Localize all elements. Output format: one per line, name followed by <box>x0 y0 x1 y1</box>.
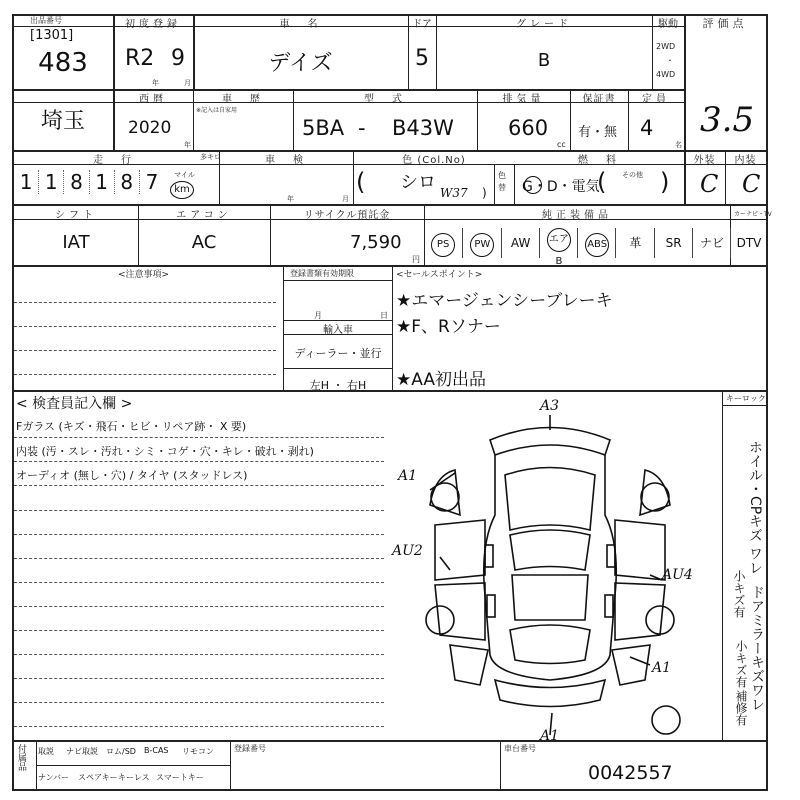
color-label: 色 (Col.No) <box>402 155 466 166</box>
shaken-label: 車 検 <box>265 155 307 166</box>
fuel-other: その他 <box>622 171 643 179</box>
frame-number-label: 車台番号 <box>504 744 536 753</box>
regdoc-label: 登録書類有効期限 <box>290 269 354 278</box>
lot-label: 出品番号 <box>30 16 62 25</box>
month-unit: 月 <box>184 79 191 87</box>
color-value: シロ <box>400 172 436 193</box>
equipment-item <box>424 228 462 258</box>
mileage-digit: 1 <box>14 170 39 194</box>
region: 埼玉 <box>40 109 85 134</box>
exterior-label: 外装 <box>693 155 716 166</box>
model-dash: - <box>358 116 366 140</box>
ac-value: AC <box>191 232 217 253</box>
accessory-item: ナンバー <box>38 773 70 782</box>
wheel-note: ホイル・CPキズ ワレ <box>747 440 763 575</box>
sales-point-label: <セールスポイント> <box>396 270 483 280</box>
shaken-month-unit: 月 <box>342 195 349 203</box>
accessories-row2 <box>38 772 230 783</box>
era-year: R2 <box>125 46 155 71</box>
door-count: 5 <box>415 46 429 71</box>
inspector-line: Fガラス (キズ・飛石・ヒビ・リペア跡・ X 要) <box>16 420 247 433</box>
equipment-item <box>539 228 578 267</box>
year-unit: 年 <box>152 79 159 87</box>
shift-value: IAT <box>62 232 90 253</box>
unit-km: km <box>170 181 194 199</box>
equipment-label-circled: エアB <box>547 228 571 252</box>
regdoc-day: 日 <box>380 311 388 320</box>
unit-mile: マイル <box>174 171 195 179</box>
shift-label: シフト <box>55 210 97 221</box>
yen-unit: 円 <box>412 255 420 264</box>
mileage-digit: 7 <box>145 170 159 194</box>
drive-2wd: 2WD <box>656 42 676 51</box>
shaken-year-unit: 年 <box>287 195 294 203</box>
capacity-unit: 名 <box>675 141 682 149</box>
ac-label: エアコン <box>176 210 232 221</box>
registration-number-label: 登録番号 <box>234 744 266 753</box>
recycle-label: リサイクル預託金 <box>303 210 391 221</box>
equipment-label-circled: ABS <box>585 233 609 257</box>
caution-label: <注意事項> <box>118 270 170 280</box>
grade-label: グレード <box>516 19 572 30</box>
equipment-item: 革 <box>615 228 654 258</box>
accessory-item: ロム/SD <box>106 747 136 756</box>
accessory-item: スペアキー <box>78 773 118 782</box>
damage-mark: AU4 <box>662 567 693 583</box>
car-name-label: 車 名 <box>279 19 322 30</box>
model-year-unit: 年 <box>184 141 191 149</box>
cc-unit: cc <box>557 140 566 149</box>
recycle-fee: 7,590 <box>350 232 402 253</box>
mirror-note: ドアミラーキズワレ <box>749 585 765 711</box>
warranty-value: 有・無 <box>578 125 618 140</box>
displacement-label: 排気量 <box>502 94 545 105</box>
fuel-label: 燃 料 <box>578 155 620 166</box>
accessory-item: スマートキー <box>156 773 204 782</box>
accessory-item: B-CAS <box>144 746 169 755</box>
interior-grade: C <box>742 170 761 198</box>
model-label: 型 式 <box>364 94 406 105</box>
accessory-item: 取説 <box>38 747 54 756</box>
color-code: W37 <box>440 186 468 200</box>
model-code: B43W <box>392 116 454 140</box>
car-name: デイズ <box>268 51 333 76</box>
accessory-item: キーレス <box>118 773 150 782</box>
fuel-selected-circle <box>524 176 542 194</box>
inspector-line: オーディオ (無し・穴) / タイヤ (スタッドレス) <box>16 469 248 482</box>
registration-label: 初度登録 <box>125 19 181 30</box>
accessory-item: ナビ取説 <box>66 747 98 756</box>
door-label: ドア <box>412 19 432 30</box>
damage-mark: A1 <box>652 660 672 676</box>
equipment-row <box>424 222 766 267</box>
score-value: 3.5 <box>700 100 755 140</box>
damage-mark: A3 <box>540 398 560 414</box>
mirror-sub-note: 小キズ有 <box>734 640 748 688</box>
displacement-value: 660 <box>508 116 549 140</box>
lot-number: 483 <box>38 48 88 78</box>
interior-label: 内装 <box>734 155 757 166</box>
color-change-label: 色替 <box>498 171 506 192</box>
accessories-label: 付属品 <box>16 744 26 771</box>
mileage-digit: 1 <box>90 170 115 194</box>
mileage-digit: 8 <box>115 170 140 194</box>
import-label: 輸入車 <box>323 325 353 336</box>
drive-4wd: 4WD <box>656 70 676 79</box>
mileage-label: 走 行 <box>93 155 135 166</box>
wheel-sub-note: 小キズ有 <box>732 570 746 618</box>
equipment-label-circled: PW <box>470 233 494 257</box>
accessories-row1 <box>38 746 230 757</box>
frame-number: 0042557 <box>588 762 673 784</box>
equipment-item: SR <box>654 228 693 258</box>
history-label: 車 歴 <box>222 94 264 105</box>
equipment-item: AW <box>501 228 540 258</box>
equipment-item: DTV <box>730 228 767 258</box>
score-label: 評価点 <box>702 17 748 30</box>
mileage-digit: 8 <box>64 170 89 194</box>
capacity-label: 定員 <box>642 94 670 105</box>
lot-code: [1301] <box>30 28 74 43</box>
mileage-digits <box>14 170 164 194</box>
history-note: ※記入は自家用 <box>196 107 238 114</box>
inspector-line: 内装 (汚・スレ・汚れ・シミ・コゲ・穴・キレ・破れ・剥れ) <box>16 445 314 458</box>
handle-side: 左H ・ 右H <box>309 379 367 392</box>
model-prefix: 5BA <box>302 116 345 140</box>
fuel-options: G・D・電気 <box>522 179 600 195</box>
equipment-item <box>577 228 616 258</box>
capacity-value: 4 <box>640 116 654 140</box>
equipment-item: ナビ <box>692 228 731 258</box>
model-year: 2020 <box>128 118 172 138</box>
warranty-label: 保証書 <box>582 94 616 105</box>
drive-label: 駆動 <box>658 19 678 30</box>
mileage-digit: 1 <box>39 170 64 194</box>
equipment-label: 純正装備品 <box>542 210 612 221</box>
registration-month: 9 <box>171 46 185 71</box>
reading-label: 多キロ <box>200 153 221 161</box>
inspector-title: < 検査員記入欄 > <box>16 396 133 412</box>
navi-tv-label: カーナビ・TV <box>734 211 772 218</box>
equipment-label-circled: PS <box>431 233 455 257</box>
keylock-label: キーロック <box>726 394 766 403</box>
car-damage-diagram <box>392 395 720 744</box>
sales-point: ★F、Rソナー <box>396 317 501 337</box>
import-dealer: ディーラー・並行 <box>294 347 382 360</box>
damage-mark: A1 <box>540 728 560 744</box>
accessory-item: リモコン <box>182 747 214 756</box>
grade-value: B <box>537 50 551 71</box>
year-label: 西暦 <box>139 94 167 105</box>
regdoc-month: 月 <box>314 311 322 320</box>
sales-point: ★AA初出品 <box>396 370 486 390</box>
damage-mark: A1 <box>398 468 418 484</box>
exterior-grade: C <box>700 170 719 198</box>
equipment-item <box>462 228 501 258</box>
damage-mark: AU2 <box>392 543 423 559</box>
repair-note: 補修有 <box>734 690 748 726</box>
sales-point: ★エマージェンシーブレーキ <box>396 291 613 311</box>
